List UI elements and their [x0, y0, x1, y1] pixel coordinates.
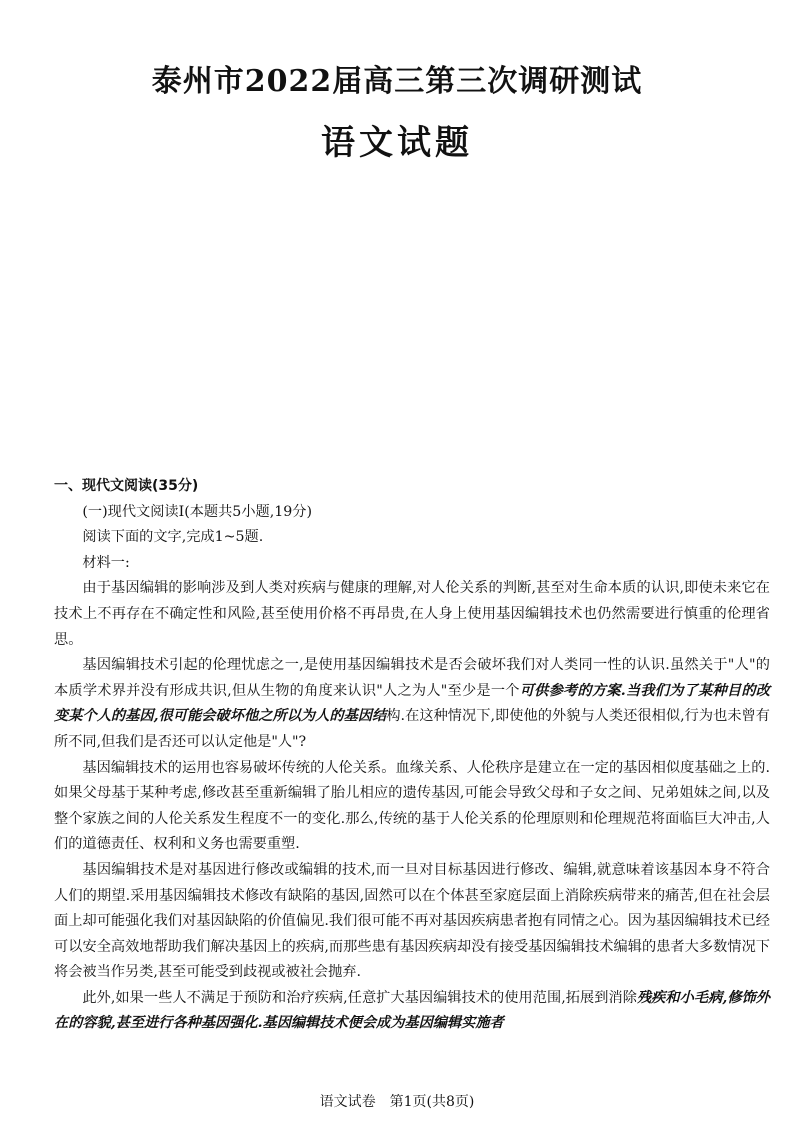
paragraph-2: [54, 653, 770, 755]
paragraph-5-emphasis: 残疾和小毛病,修饰外在的容貌,甚至进行各种基因强化.基因编辑技术便会成为基因编辑实施者: [54, 989, 770, 1032]
exam-subtitle: 语文试题: [321, 123, 473, 163]
paragraph-4: 基因编辑技术是对基因进行修改或编辑的技术,而一旦对目标基因进行修改、编辑,就意味着该基因本身不符合人们的期望.采用基因编辑技术修改有缺陷的基因,固然可以在个体甚至家庭层面上消除疾病带来的痛苦,但在社会层面上却可能强化我们对基因缺陷的价值偏见.我们很可能不再对基因疾病患者抱有同情之心。因为基因编辑技术已经可以安全高效地帮助我们解决基因上的疾病,而那些患有基因疾病却没有接受基因编辑技术编辑的患者大多数情况下将会被当作另类,甚至可能受到歧视或被社会抛弃.: [54, 861, 770, 981]
paragraph-5-text: 此外,如果一些人不满足于预防和治疗疾病,任意扩大基因编辑技术的使用范围,拓展到消除: [82, 989, 637, 1006]
page-footer: 语文试卷 第1页(共8页): [319, 1094, 475, 1110]
paragraph-1: 由于基因编辑的影响涉及到人类对疾病与健康的理解,对人伦关系的判断,甚至对生命本质的认识,即使未来它在技术上不再存在不确定性和风险,甚至使用价格不再昂贵,在人身上使用基因编辑技术也仍然需要进行慎重的伦理省思。: [54, 580, 770, 648]
exam-title: 泰州市2022届高三第三次调研测试: [151, 64, 643, 99]
paragraph-3: 基因编辑技术的运用也容易破坏传统的人伦关系。血缘关系、人伦秩序是建立在一定的基因相似度基础之上的.如果父母基于某种考虑,修改甚至重新编辑了胎儿相应的遗传基因,可能会导致父母和子女之间、兄弟姐妹之间,以及整个家族之间的人伦关系发生程度不一的变化.那么,传统的基于人伦关系的伦理原则和伦理规范将面临巨大冲击,人们的道德责任、权利和义务也需要重塑.: [54, 759, 770, 853]
section-heading: 一、现代文阅读(35分): [54, 478, 199, 494]
material-label: 材料一:: [82, 554, 130, 571]
reading-instruction: 阅读下面的文字,完成1~5题.: [82, 529, 264, 546]
paragraph-2-emphasis: 可供参考的方案.当我们为了某种目的改变某个人的基因,很可能会破坏他之所以为人的基因结: [54, 682, 770, 725]
paragraph-2-text: 基因编辑技术引起的伦理忧虑之一,是使用基因编辑技术是否会破坏我们对人类同一性的认识.虽然关于"人"的本质学术界并没有形成共识,但从生物的角度来认识"人之为人"至少是一个: [54, 657, 770, 699]
exam-content: [54, 474, 770, 1037]
section-subheading: (一)现代文阅读Ⅰ(本题共5小题,19分): [82, 503, 312, 520]
paragraph-2-tail: 构.在这种情况下,即使他的外貌与人类还很相似,行为也未曾有所不同,但我们是否还可以认定他是"人"?: [54, 708, 770, 750]
paragraph-5: [54, 986, 770, 1037]
